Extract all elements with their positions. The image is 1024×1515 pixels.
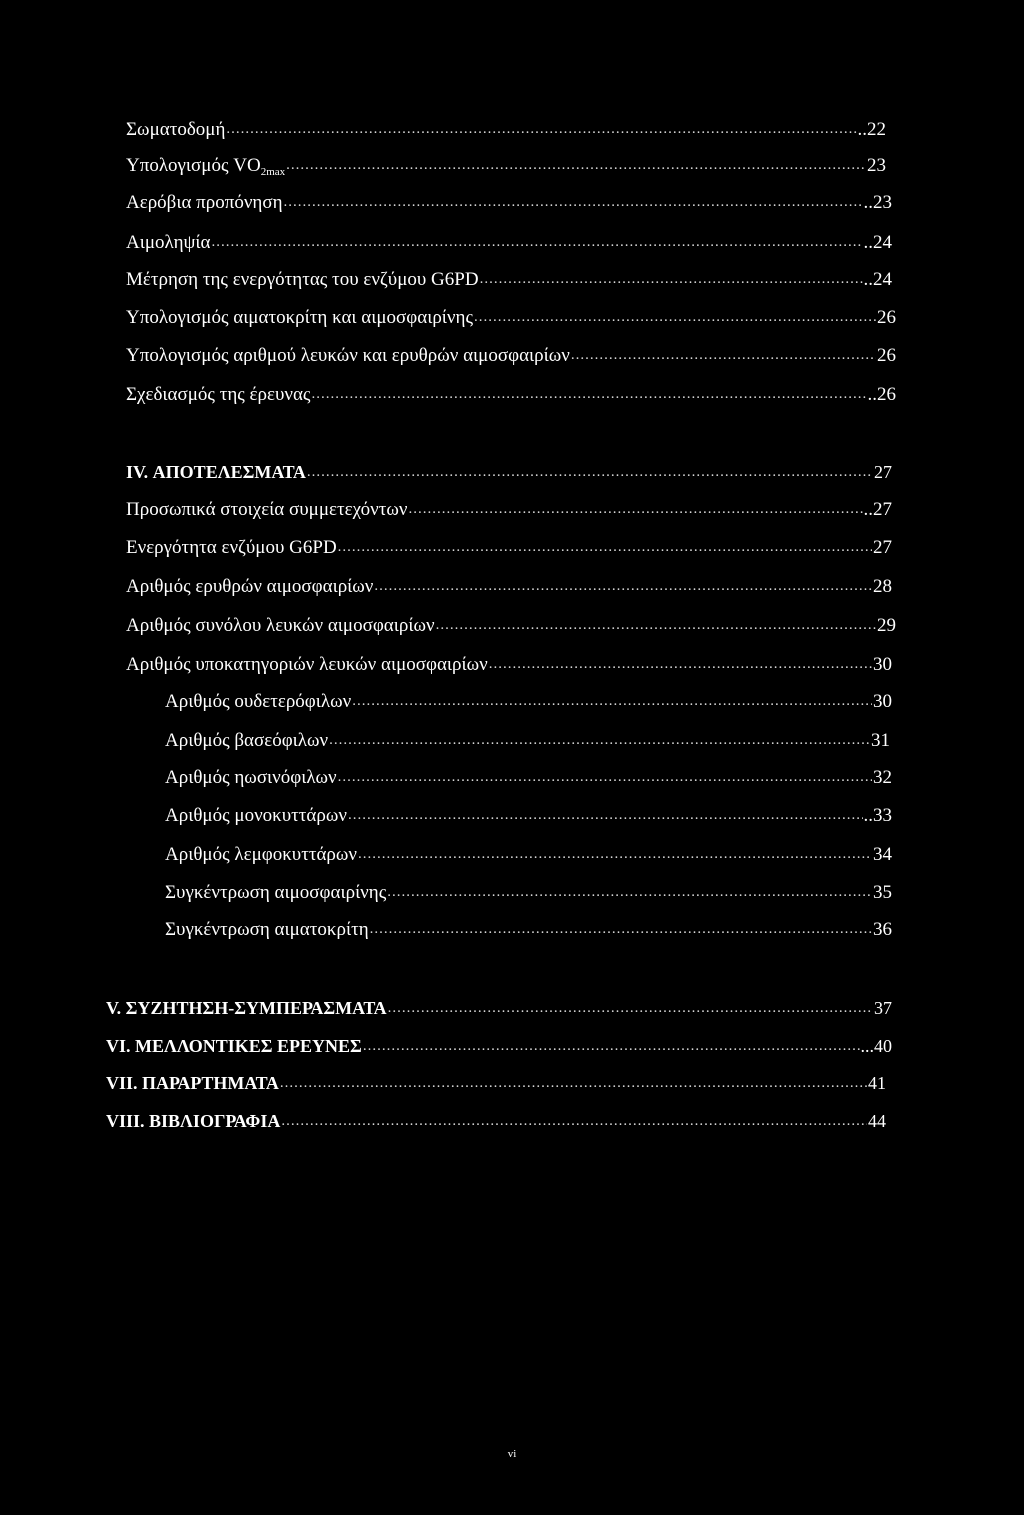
toc-entry-title: Αριθμός συνόλου λευκών αιμοσφαιρίων: [126, 615, 435, 636]
toc-entry-page: ...40: [860, 1036, 892, 1056]
page-number: vi: [507, 1448, 517, 1460]
toc-section-title: VI. ΜΕΛΛΟΝΤΙΚΕΣ ΕΡΕΥΝΕΣ: [106, 1036, 362, 1056]
toc-entry-title: Σχεδιασμός της έρευνας: [126, 384, 311, 405]
toc-entry-page: 29: [877, 615, 896, 636]
toc-entry-page: 26: [877, 307, 896, 328]
leader-dots: [211, 230, 862, 254]
toc-entry-title: Σωματοδομή: [126, 119, 226, 140]
toc-section-future-research[interactable]: [106, 1034, 892, 1058]
leader-dots: [374, 574, 872, 598]
toc-entry-page: 41: [868, 1073, 886, 1093]
toc-entry-page: 23: [867, 155, 886, 176]
toc-entry-participant-data[interactable]: [126, 498, 892, 522]
toc-entry-red-cell-count[interactable]: [126, 575, 892, 599]
toc-entry-title: Μέτρηση της ενεργότητας του ενζύμου G6PD: [126, 269, 479, 290]
toc-entry-title: Αριθμός ηωσινόφιλων: [165, 767, 337, 788]
toc-entry-page: 27: [873, 537, 892, 558]
toc-section-discussion[interactable]: [106, 996, 892, 1020]
toc-entry-title: Υπολογισμός αιματοκρίτη και αιμοσφαιρίνης: [126, 307, 473, 328]
toc-entry-page: ..33: [863, 805, 892, 826]
toc-entry-g6pd-activity[interactable]: [126, 536, 892, 560]
toc-entry-page: ..22: [857, 119, 886, 140]
toc-entry-title: Αριθμός υποκατηγοριών λευκών αιμοσφαιρίων: [126, 654, 488, 675]
leader-dots: [348, 803, 863, 827]
toc-entry-lymphocytes[interactable]: [165, 843, 892, 867]
toc-entry-aerobic-training[interactable]: [126, 191, 892, 215]
toc-section-title: VIII. ΒΙΒΛΙΟΓΡΑΦΙΑ: [106, 1111, 281, 1131]
toc-entry-page: 27: [874, 462, 892, 482]
toc-entry-page: 32: [873, 767, 892, 788]
leader-dots: [370, 917, 872, 941]
toc-entry-page: 31: [871, 730, 890, 751]
leader-dots: [352, 689, 872, 713]
leader-dots: [436, 613, 876, 637]
toc-entry-basophils[interactable]: [165, 729, 890, 753]
toc-entry-title: Προσωπικά στοιχεία συμμετεχόντων: [126, 499, 408, 520]
leader-dots: [284, 190, 863, 214]
leader-dots: [226, 117, 856, 141]
leader-dots: [338, 765, 872, 789]
toc-entry-title-subscript: 2max: [260, 166, 286, 178]
toc-section-title: VII. ΠΑΡΑΡΤΗΜΑΤΑ: [106, 1073, 279, 1093]
toc-entry-title: Αερόβια προπόνηση: [126, 192, 283, 213]
toc-entry-blood-sampling[interactable]: [126, 231, 892, 255]
leader-dots: [311, 382, 866, 406]
leader-dots: [388, 996, 873, 1020]
toc-entry-somatodomi[interactable]: [126, 118, 886, 142]
toc-entry-title: Συγκέντρωση αιμοσφαιρίνης: [165, 882, 387, 903]
toc-entry-page: 30: [873, 691, 892, 712]
toc-entry-title: Συγκέντρωση αιματοκρίτη: [165, 919, 369, 940]
toc-entry-study-design[interactable]: [126, 383, 896, 407]
toc-entry-title: Ενεργότητα ενζύμου G6PD: [126, 537, 337, 558]
leader-dots: [571, 343, 876, 367]
toc-entry-page: 37: [874, 998, 892, 1018]
toc-entry-title-main: Υπολογισμός VO: [126, 155, 261, 176]
toc-entry-title: Αριθμός βασεόφιλων: [165, 730, 329, 751]
toc-entry-white-red-cell-count[interactable]: [126, 344, 896, 368]
leader-dots: [338, 535, 872, 559]
toc-entry-title: Αριθμός ερυθρών αιμοσφαιρίων: [126, 576, 374, 597]
leader-dots: [480, 267, 863, 291]
leader-dots: [358, 842, 872, 866]
toc-entry-page: 30: [873, 654, 892, 675]
leader-dots: [281, 1109, 867, 1133]
toc-entry-page: ..24: [863, 232, 892, 253]
toc-entry-vo2max[interactable]: [126, 154, 886, 178]
leader-dots: [363, 1034, 860, 1058]
toc-entry-neutrophils[interactable]: [165, 690, 892, 714]
toc-entry-title: [126, 154, 285, 180]
toc-entry-page: 36: [873, 919, 892, 940]
toc-entry-white-cell-subtypes[interactable]: [126, 653, 892, 677]
leader-dots: [307, 460, 873, 484]
toc-entry-page: 28: [873, 576, 892, 597]
toc-section-results[interactable]: [126, 460, 892, 484]
toc-entry-page: ..27: [863, 499, 892, 520]
toc-entry-title: Αριθμός λεμφοκυττάρων: [165, 844, 358, 865]
toc-entry-monocytes[interactable]: [165, 804, 892, 828]
leader-dots: [474, 305, 876, 329]
toc-entry-hematocrit-concentration[interactable]: [165, 918, 892, 942]
toc-entry-page: ..23: [863, 192, 892, 213]
toc-entry-page: 44: [868, 1111, 886, 1131]
toc-entry-eosinophils[interactable]: [165, 766, 892, 790]
leader-dots: [408, 497, 862, 521]
leader-dots: [489, 652, 872, 676]
leader-dots: [286, 153, 866, 177]
toc-entry-hematocrit-hemoglobin[interactable]: [126, 306, 896, 330]
toc-section-bibliography[interactable]: [106, 1109, 886, 1133]
toc-section-appendices[interactable]: [106, 1071, 886, 1095]
toc-entry-page: 26: [877, 345, 896, 366]
toc-entry-g6pd-measurement[interactable]: [126, 268, 892, 292]
toc-entry-title: Αριθμός μονοκυττάρων: [165, 805, 347, 826]
toc-entry-page: 35: [873, 882, 892, 903]
leader-dots: [387, 880, 872, 904]
toc-entry-title: Αριθμός ουδετερόφιλων: [165, 691, 352, 712]
toc-entry-total-white-cell-count[interactable]: [126, 614, 896, 638]
leader-dots: [280, 1071, 867, 1095]
toc-section-title: V. ΣΥΖΗΤΗΣΗ-ΣΥΜΠΕΡΑΣΜΑΤΑ: [106, 998, 387, 1018]
toc-entry-page: ..26: [867, 384, 896, 405]
toc-entry-title: Αιμοληψία: [126, 232, 211, 253]
toc-entry-title: Υπολογισμός αριθμού λευκών και ερυθρών αιμοσφαιρίων: [126, 345, 570, 366]
toc-section-title: IV. ΑΠΟΤΕΛΕΣΜΑΤΑ: [126, 462, 306, 482]
toc-entry-page: ..24: [863, 269, 892, 290]
toc-entry-page: 34: [873, 844, 892, 865]
toc-entry-hemoglobin-concentration[interactable]: [165, 881, 892, 905]
leader-dots: [329, 728, 870, 752]
